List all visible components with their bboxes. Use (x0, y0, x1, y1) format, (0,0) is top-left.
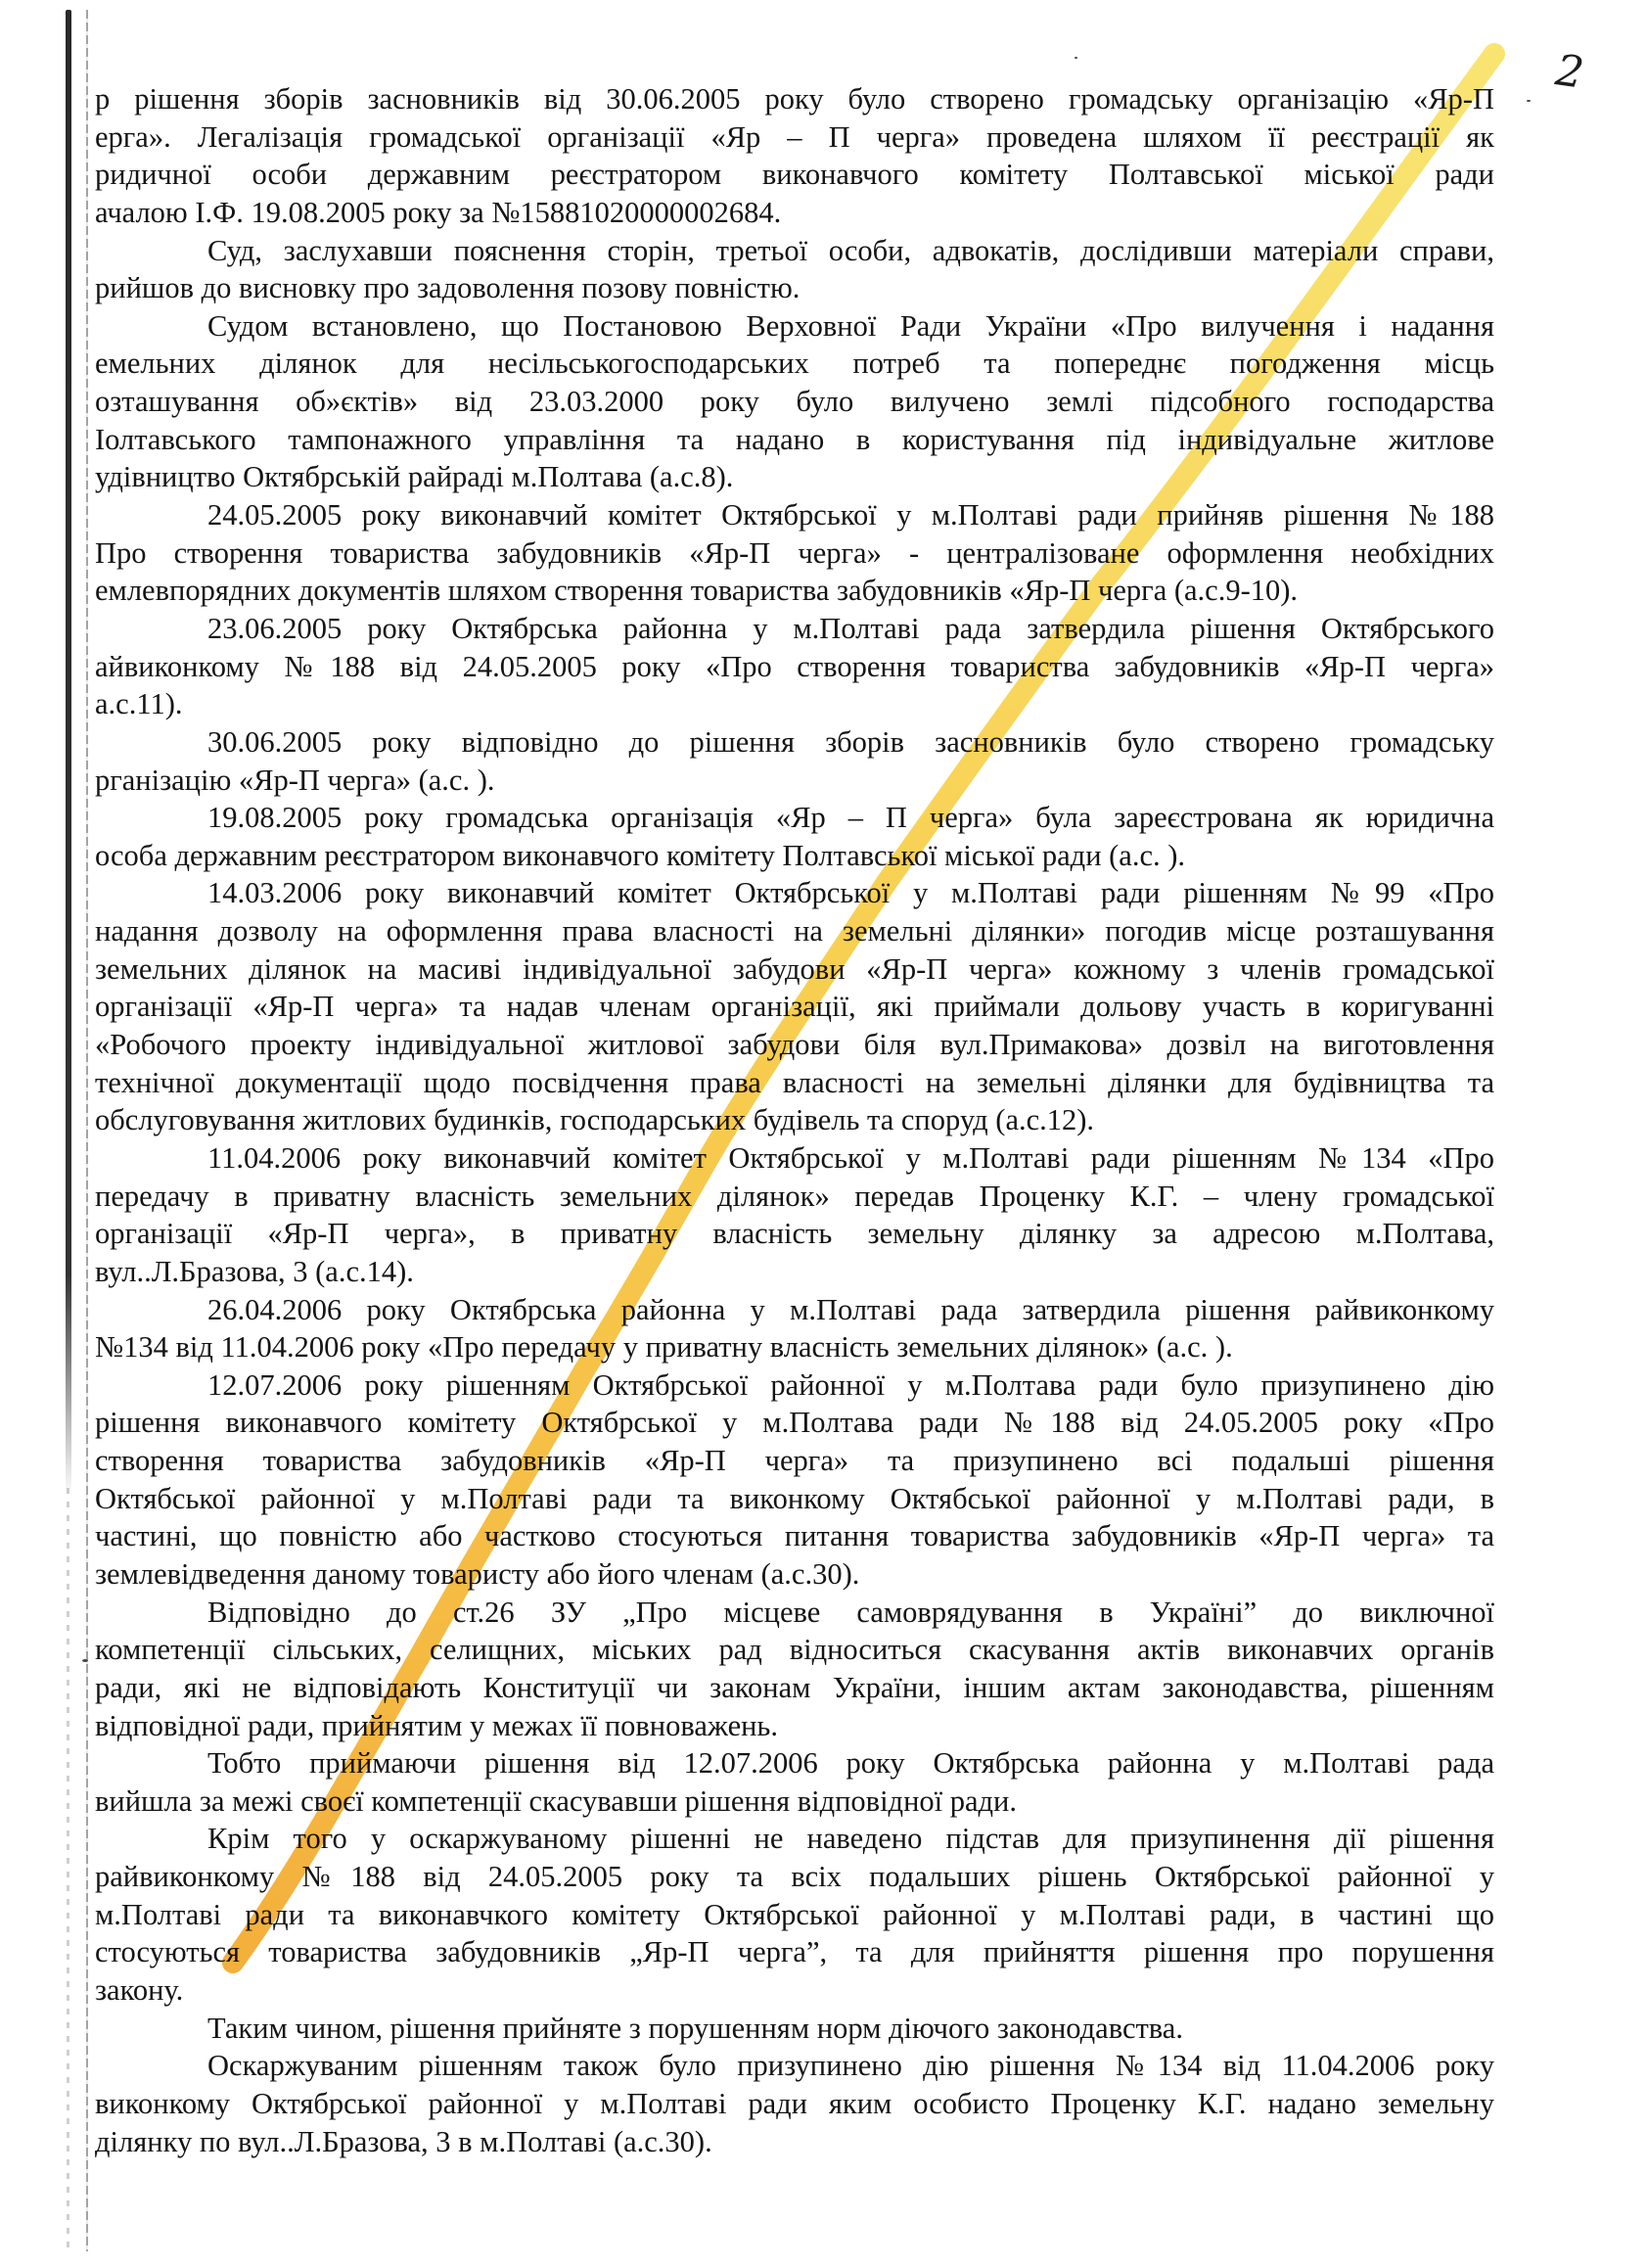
text-line: 30.06.2005 року відповідно до рішення зборів засновників було створено громадську (207, 724, 1494, 759)
text-line: а.с.11). (95, 687, 183, 721)
text-line: ачалою І.Ф. 19.08.2005 року за №15881020000002684. (95, 195, 782, 229)
text-line: стосуються товариства забудовників „Яр-П черга”, та для прийняття рішення про порушення (95, 1935, 1494, 1969)
text-line: організації «Яр-П черга» та надав членам організації, які приймали дольову участь в коригуванні (95, 990, 1494, 1024)
text-line: р рішення зборів засновників від 30.06.2005 року було створено громадську організацію «Яр-П (95, 82, 1494, 116)
text-line: 12.07.2006 року рішенням Октябрської районної у м.Полтава ради було призупинено дію (207, 1367, 1494, 1402)
scan-speck (1527, 100, 1531, 102)
text-line: райвиконкому №188 від 24.05.2005 року та всіх подальших рішень Октябрської районної у (95, 1860, 1494, 1894)
text-line: Таким чином, рішення прийняте з порушенням норм діючого законодавства. (207, 2011, 1183, 2045)
text-line: «Робочого проекту індивідуальної житлової забудови біля вул.Примакова» дозвіл на виготовлення (95, 1028, 1494, 1062)
text-line: обслуговування житлових будинків, господарських будівель та споруд (а.с.12). (95, 1103, 1095, 1137)
text-line: вул..Л.Бразова, 3 (а.с.14). (95, 1254, 414, 1288)
text-line: відповідної ради, прийнятим у межах її повноважень. (95, 1708, 778, 1742)
text-line: 24.05.2005 року виконавчий комітет Октябрської у м.Полтаві ради прийняв рішення №188 (207, 498, 1494, 532)
text-line: озташування об»єктів» від 23.03.2000 року було вилучено землі підсобного господарства (95, 385, 1494, 419)
text-line: землевідведення даному товаристу або його членам (а.с.30). (95, 1556, 860, 1591)
text-line: ради, які не відповідають Конституції чи законам України, іншим актам законодавства, рішенням (95, 1670, 1494, 1704)
text-line: надання дозволу на оформлення права власності на земельні ділянки» погодив місце розташування (95, 914, 1494, 949)
text-line: особа державним реєстратором виконавчого комітету Полтавської міської ради (а.с. ). (95, 838, 1186, 872)
text-line: ридичної особи державним реєстратором виконавчого комітету Полтавської міської ради (95, 158, 1494, 192)
text-line: компетенції сільських, селищних, міських рад відноситься скасування актів виконавчих органів (95, 1633, 1494, 1667)
text-line: ділянку по вул..Л.Бразова, 3 в м.Полтаві (а.с.30). (95, 2124, 712, 2158)
text-line: Про створення товариства забудовників «Яр-П черга» - централізоване оформлення необхідних (95, 535, 1494, 570)
text-line: айвиконкому №188 від 24.05.2005 року «Про створення товариства забудовників «Яр-П черга» (95, 649, 1494, 683)
text-line: №134 від 11.04.2006 року «Про передачу у приватну власність земельних ділянок» (а.с. ). (95, 1330, 1233, 1365)
text-line: технічної документації щодо посвідчення права власності на земельні ділянки для будівництва та (95, 1065, 1494, 1099)
text-line: вийшла за межі своєї компетенції скасувавши рішення відповідної ради. (95, 1783, 1018, 1818)
text-line: 14.03.2006 року виконавчий комітет Октябрської у м.Полтаві ради рішенням №99 «Про (207, 876, 1494, 910)
scan-speck (82, 1659, 88, 1662)
scan-edge-shadow-faint (67, 1488, 69, 2251)
text-line: м.Полтаві ради та виконавчкого комітету Октябрської районної у м.Полтаві ради, в частині що (95, 1897, 1494, 1931)
handwritten-page-number: 2 (1552, 45, 1587, 99)
text-line: закону. (95, 1973, 184, 2008)
text-line: емлевпорядних документів шляхом створення товариства забудовників «Яр-П черга (а.с.9-10). (95, 574, 1299, 608)
text-line: Оскаржуваним рішенням також було призупинено дію рішення №134 від 11.04.2006 року (207, 2049, 1494, 2083)
text-line: 26.04.2006 року Октябрська районна у м.Полтаві рада затвердила рішення райвиконкому (207, 1292, 1494, 1326)
text-line: емельних ділянок для несільськогосподарських потреб та попереднє погодження місць (95, 347, 1494, 381)
text-line: Суд, заслухавши пояснення сторін, третьої особи, адвокатів, дослідивши матеріали справи, (207, 233, 1494, 267)
text-line: Відповідно до ст.26 ЗУ „Про місцеве самоврядування в Україні” до виключної (207, 1595, 1494, 1629)
text-line: Іолтавського тампонажного управління та надано в користування під індивідуальне житлове (95, 422, 1494, 456)
text-line: ерга». Легалізація громадської організації «Яр – П черга» проведена шляхом її реєстрації як (95, 119, 1494, 154)
text-line: Судом встановлено, що Постановою Верховної Ради України «Про вилучення і надання (207, 308, 1494, 343)
text-line: частині, що повністю або частково стосуються питання товариства забудовників «Яр-П черга» та (95, 1519, 1494, 1553)
scan-speck (1075, 57, 1077, 59)
text-line: 19.08.2005 року громадська організація «Яр – П черга» була зареєстрована як юридична (207, 801, 1494, 835)
text-line: Тобто приймаючи рішення від 12.07.2006 року Октябрська районна у м.Полтаві рада (207, 1746, 1494, 1781)
text-line: удівництво Октябрській райраді м.Полтава (а.с.8). (95, 460, 734, 494)
text-line: створення товариства забудовників «Яр-П черга» та призупинено всі подальші рішення (95, 1444, 1494, 1478)
text-line: 11.04.2006 року виконавчий комітет Октябрської у м.Полтаві ради рішенням №134 «Про (207, 1140, 1494, 1175)
text-line: рганізацію «Яр-П черга» (а.с. ). (95, 763, 495, 797)
text-line: земельних ділянок на масиві індивідуальної забудови «Яр-П черга» кожному з членів громадської (95, 951, 1494, 986)
document-body (95, 80, 1494, 2160)
text-line: Октябської районної у м.Полтаві ради та виконкому Октябської районної у м.Полтаві ради, в (95, 1481, 1494, 1515)
text-line: рішення виконавчого комітету Октябрської у м.Полтава ради №188 від 24.05.2005 року «Про (95, 1406, 1494, 1440)
scan-binding-line (86, 10, 88, 2251)
scan-edge-shadow (66, 10, 71, 1498)
text-line: організації «Яр-П черга», в приватну власність земельну ділянку за адресою м.Полтава, (95, 1217, 1494, 1251)
text-line: передачу в приватну власність земельних ділянок» передав Проценку К.Г. – члену громадської (95, 1179, 1494, 1213)
text-line: виконкому Октябрської районної у м.Полтаві ради яким особисто Проценку К.Г. надано земельну (95, 2086, 1494, 2120)
text-line: Крім того у оскаржуваному рішенні не наведено підстав для призупинення дії рішення (207, 1822, 1494, 1856)
text-line: 23.06.2005 року Октябрська районна у м.Полтаві рада затвердила рішення Октябрського (207, 611, 1494, 645)
text-line: рийшов до висновку про задоволення позову повністю. (95, 271, 801, 305)
